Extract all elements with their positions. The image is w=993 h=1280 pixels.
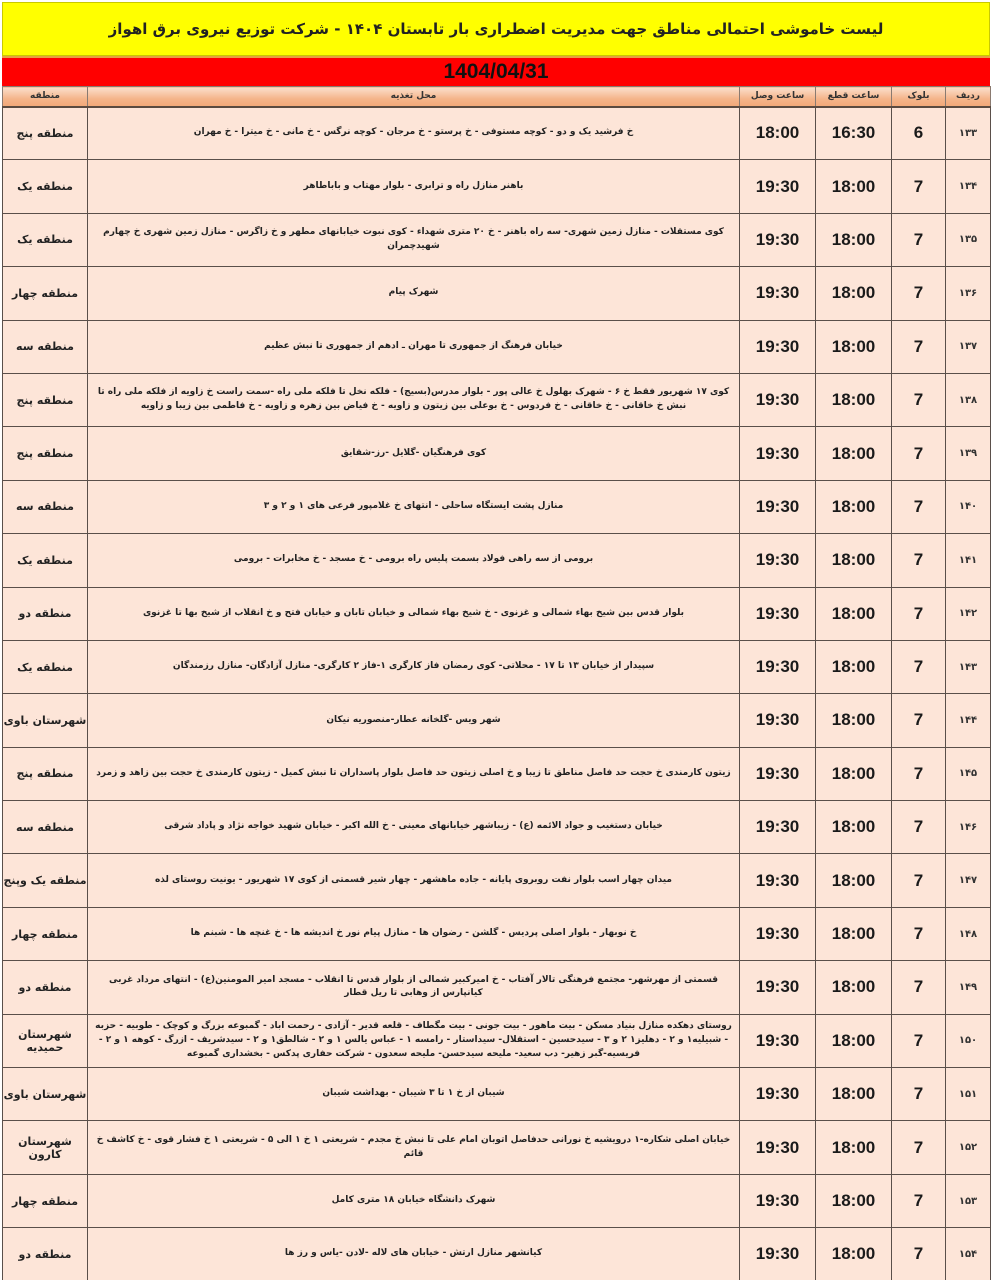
table-row (3, 480, 991, 533)
row-location: خ نوبهار - بلوار اصلی پردیس - گلشن - رضوان ها - منازل پیام نور خ اندیشه ها - خ غنچه ها - شبنم ها (88, 907, 740, 960)
row-block: 7 (892, 160, 946, 213)
row-connect-time: 19:30 (740, 1068, 816, 1121)
row-connect-time: 18:00 (740, 107, 816, 160)
row-index: ۱۴۵ (946, 747, 991, 800)
row-region: منطقه چهار (3, 907, 88, 960)
row-connect-time: 19:30 (740, 747, 816, 800)
row-cut-time: 18:00 (816, 694, 892, 747)
table-row (3, 320, 991, 373)
schedule-date: 1404/04/31 (2, 56, 990, 86)
row-index: ۱۵۴ (946, 1228, 991, 1280)
row-region: منطقه دو (3, 961, 88, 1014)
row-block: 7 (892, 1014, 946, 1067)
table-header-row (3, 87, 991, 107)
row-region: منطقه یک (3, 213, 88, 266)
row-cut-time: 18:00 (816, 320, 892, 373)
row-index: ۱۴۲ (946, 587, 991, 640)
row-location: بلوار قدس بین شیخ بهاء شمالی و غزنوی - خ شیخ بهاء شمالی و خیابان تابان و خیابان فتح و خ انقلاب از شیخ بها تا غزنوی (88, 587, 740, 640)
row-block: 7 (892, 534, 946, 587)
row-location: زیتون کارمندی خ حجت حد فاصل مناطق تا زیبا و خ اصلی زیتون حد فاصل بلوار پاسداران تا نبش کمیل - زیتون کارمندی خ حجت بین زاهد و زمرد (88, 747, 740, 800)
header-connect-time: ساعت وصل (740, 87, 816, 107)
row-index: ۱۳۶ (946, 267, 991, 320)
row-connect-time: 19:30 (740, 907, 816, 960)
row-cut-time: 18:00 (816, 267, 892, 320)
row-index: ۱۳۵ (946, 213, 991, 266)
row-location: منازل پشت ایستگاه ساحلی - انتهای خ غلامپور فرعی های ۱ و ۲ و ۳ (88, 480, 740, 533)
row-region: منطقه یک (3, 160, 88, 213)
table-row (3, 160, 991, 213)
row-block: 7 (892, 320, 946, 373)
row-connect-time: 19:30 (740, 373, 816, 426)
row-location: کوی ۱۷ شهریور فقط خ ۶ - شهرک بهلول خ عالی پور - بلوار مدرس(بسیج) - فلکه نخل تا فلکه ملی راه -سمت راست خ زاویه از فلکه ملی راه تا نبش خ خاقانی - خ خاقانی - خ فردوس - خ بوعلی بین زیتون و زاویه - خ فیاض بین زهره و زاویه - خ فاطمی بین زیبا و زاویه (88, 373, 740, 426)
table-row (3, 587, 991, 640)
row-block: 7 (892, 1121, 946, 1174)
row-region: شهرستان باوی (3, 694, 88, 747)
row-connect-time: 19:30 (740, 961, 816, 1014)
row-index: ۱۵۰ (946, 1014, 991, 1067)
outage-table (2, 86, 991, 1280)
header-index: ردیف (946, 87, 991, 107)
table-row (3, 427, 991, 480)
table-row (3, 640, 991, 693)
row-location: خیابان اصلی شکاره-۱ درویشیه خ نورانی حدفاصل اتوبان امام علی تا نبش خ مجدم - شریعتی ۱ خ ۱ الی ۵ - شریعتی ۱ خ فشار قوی - خ کاشف خ قائم (88, 1121, 740, 1174)
row-index: ۱۵۱ (946, 1068, 991, 1121)
row-region: منطقه پنج (3, 747, 88, 800)
row-block: 7 (892, 801, 946, 854)
row-index: ۱۴۱ (946, 534, 991, 587)
row-block: 7 (892, 213, 946, 266)
row-index: ۱۵۳ (946, 1174, 991, 1227)
table-row (3, 1174, 991, 1227)
row-cut-time: 18:00 (816, 640, 892, 693)
row-connect-time: 19:30 (740, 587, 816, 640)
table-row (3, 1014, 991, 1067)
header-cut-time: ساعت قطع (816, 87, 892, 107)
header-region: منطقه (3, 87, 88, 107)
table-row (3, 1228, 991, 1280)
row-location: شیبان از خ ۱ تا ۳ شیبان - بهداشت شیبان (88, 1068, 740, 1121)
row-index: ۱۳۴ (946, 160, 991, 213)
row-cut-time: 18:00 (816, 480, 892, 533)
row-index: ۱۴۷ (946, 854, 991, 907)
row-index: ۱۴۰ (946, 480, 991, 533)
row-block: 7 (892, 1174, 946, 1227)
row-connect-time: 19:30 (740, 1174, 816, 1227)
row-region: منطقه یک وپنج (3, 854, 88, 907)
row-index: ۱۴۸ (946, 907, 991, 960)
row-cut-time: 18:00 (816, 427, 892, 480)
row-cut-time: 18:00 (816, 961, 892, 1014)
row-connect-time: 19:30 (740, 267, 816, 320)
row-block: 7 (892, 961, 946, 1014)
row-index: ۱۴۶ (946, 801, 991, 854)
row-region: شهرستان حمیدیه (3, 1014, 88, 1067)
row-connect-time: 19:30 (740, 427, 816, 480)
table-row (3, 1068, 991, 1121)
row-region: منطقه چهار (3, 267, 88, 320)
row-location: شهرک پیام (88, 267, 740, 320)
row-cut-time: 18:00 (816, 534, 892, 587)
row-cut-time: 18:00 (816, 854, 892, 907)
row-block: 7 (892, 427, 946, 480)
row-cut-time: 18:00 (816, 1174, 892, 1227)
row-connect-time: 19:30 (740, 640, 816, 693)
table-row (3, 747, 991, 800)
row-location: سپیدار از خیابان ۱۳ تا ۱۷ - محلاتی- کوی رمضان فاز کارگری ۱-فاز ۲ کارگری- منازل آزادگان- منازل رزمندگان (88, 640, 740, 693)
row-cut-time: 18:00 (816, 373, 892, 426)
row-cut-time: 18:00 (816, 1014, 892, 1067)
row-block: 7 (892, 267, 946, 320)
row-region: منطقه دو (3, 1228, 88, 1280)
row-location: کیانشهر منازل ارتش - خیابان های لاله -لادن -یاس و رز ها (88, 1228, 740, 1280)
row-connect-time: 19:30 (740, 801, 816, 854)
row-connect-time: 19:30 (740, 1121, 816, 1174)
row-connect-time: 19:30 (740, 213, 816, 266)
outage-schedule-sheet (2, 2, 990, 1280)
row-location: خیابان دستغیب و جواد الائمه (ع) - زیباشهر خیابانهای معینی - خ الله اکبر - خیابان شهید خواجه نژاد و پاداد شرقی (88, 801, 740, 854)
row-index: ۱۴۹ (946, 961, 991, 1014)
row-cut-time: 18:00 (816, 1068, 892, 1121)
table-row (3, 107, 991, 160)
row-cut-time: 18:00 (816, 160, 892, 213)
row-index: ۱۴۴ (946, 694, 991, 747)
table-row (3, 534, 991, 587)
row-block: 7 (892, 907, 946, 960)
row-location: شهر ویس -گلخانه عطار-منصوریه نیکان (88, 694, 740, 747)
table-row (3, 694, 991, 747)
row-index: ۱۳۹ (946, 427, 991, 480)
row-region: شهرستان باوی (3, 1068, 88, 1121)
header-block: بلوک (892, 87, 946, 107)
row-connect-time: 19:30 (740, 480, 816, 533)
row-region: منطقه دو (3, 587, 88, 640)
row-index: ۱۳۳ (946, 107, 991, 160)
row-block: 7 (892, 747, 946, 800)
row-cut-time: 18:00 (816, 587, 892, 640)
row-location: برومی از سه راهی فولاد بسمت پلیس راه برومی - خ مسجد - خ مخابرات - برومی (88, 534, 740, 587)
row-block: 7 (892, 854, 946, 907)
row-block: 7 (892, 1228, 946, 1280)
row-location: باهنر منازل راه و ترابری - بلوار مهتاب و باباطاهر (88, 160, 740, 213)
row-block: 6 (892, 107, 946, 160)
row-location: کوی فرهنگیان -گلایل -رز-شقایق (88, 427, 740, 480)
row-location: خ فرشید یک و دو - کوچه مستوفی - خ پرستو - خ مرجان - کوچه نرگس - خ مانی - خ میترا - خ مهران (88, 107, 740, 160)
row-cut-time: 18:00 (816, 1228, 892, 1280)
row-block: 7 (892, 1068, 946, 1121)
row-cut-time: 18:00 (816, 213, 892, 266)
row-cut-time: 18:00 (816, 907, 892, 960)
row-block: 7 (892, 480, 946, 533)
table-row (3, 213, 991, 266)
row-connect-time: 19:30 (740, 320, 816, 373)
row-region: منطقه چهار (3, 1174, 88, 1227)
table-row (3, 373, 991, 426)
page-title: لیست خاموشی احتمالی مناطق جهت مدیریت اضطراری بار تابستان ۱۴۰۴ - شرکت توزیع نیروی برق اهواز (2, 2, 990, 56)
row-location: روستای دهکده منازل بنیاد مسکن - بیت ماهور - بیت جونی - بیت مگطاف - قلعه قدیر - آزادی - رحمت اباد - گمبوعه بزرگ و کوچک - طوبیه - حزبه - شبیلیه۱ و ۲ - دهلیز۱ ۲ و ۳ - سیدحسین - استقلال- سیداستار - رامسه ۱ - عباس یالس ۱ و ۲ - شالطق۱ و ۲ - سیدشریف - ازرگ - کوهه ۱ و ۲ - فریسیه-گبر زهیر- دب سعید- ملیحه سیدحسن- ملیحه سعدون - شرکت حفاری پدکس - بخشداری گمبوعه (88, 1014, 740, 1067)
row-region: منطقه یک (3, 640, 88, 693)
table-row (3, 801, 991, 854)
row-cut-time: 18:00 (816, 1121, 892, 1174)
row-location: کوی مستقلات - منازل زمین شهری- سه راه باهنر - خ ۲۰ متری شهداء - کوی نبوت خیابانهای مطهر و خ زاگرس - منازل زمین شهری خ چهارم شهیدچمران (88, 213, 740, 266)
row-connect-time: 19:30 (740, 1014, 816, 1067)
row-region: منطقه پنج (3, 427, 88, 480)
row-block: 7 (892, 640, 946, 693)
row-block: 7 (892, 694, 946, 747)
row-region: منطقه سه (3, 320, 88, 373)
table-row (3, 854, 991, 907)
row-index: ۱۵۲ (946, 1121, 991, 1174)
table-row (3, 267, 991, 320)
row-connect-time: 19:30 (740, 534, 816, 587)
row-connect-time: 19:30 (740, 694, 816, 747)
row-index: ۱۴۳ (946, 640, 991, 693)
row-region: شهرستان کارون (3, 1121, 88, 1174)
row-connect-time: 19:30 (740, 854, 816, 907)
row-cut-time: 18:00 (816, 747, 892, 800)
header-location: محل تغذیه (88, 87, 740, 107)
row-region: منطقه سه (3, 801, 88, 854)
row-region: منطقه پنج (3, 107, 88, 160)
table-body (3, 107, 991, 1280)
row-location: خیابان فرهنگ از جمهوری تا مهران ـ ادهم از جمهوری تا نبش عظیم (88, 320, 740, 373)
row-location: قسمتی از مهرشهر- مجتمع فرهنگی تالار آفتاب - خ امیرکبیر شمالی از بلوار قدس تا انقلاب - مسجد امیر المومنین(ع) - انتهای مرداد غربی کیانپارس از وهابی تا ریل قطار (88, 961, 740, 1014)
row-index: ۱۳۸ (946, 373, 991, 426)
table-row (3, 1121, 991, 1174)
row-connect-time: 19:30 (740, 160, 816, 213)
row-region: منطقه پنج (3, 373, 88, 426)
row-location: میدان چهار اسب بلوار نفت روبروی پایانه - جاده ماهشهر - چهار شیر قسمتی از کوی ۱۷ شهریور - یونیت روستای لذه (88, 854, 740, 907)
row-block: 7 (892, 587, 946, 640)
row-region: منطقه یک (3, 534, 88, 587)
table-row (3, 907, 991, 960)
row-connect-time: 19:30 (740, 1228, 816, 1280)
row-region: منطقه سه (3, 480, 88, 533)
row-block: 7 (892, 373, 946, 426)
row-index: ۱۳۷ (946, 320, 991, 373)
table-row (3, 961, 991, 1014)
row-cut-time: 18:00 (816, 801, 892, 854)
row-location: شهرک دانشگاه خیابان ۱۸ متری کامل (88, 1174, 740, 1227)
row-cut-time: 16:30 (816, 107, 892, 160)
